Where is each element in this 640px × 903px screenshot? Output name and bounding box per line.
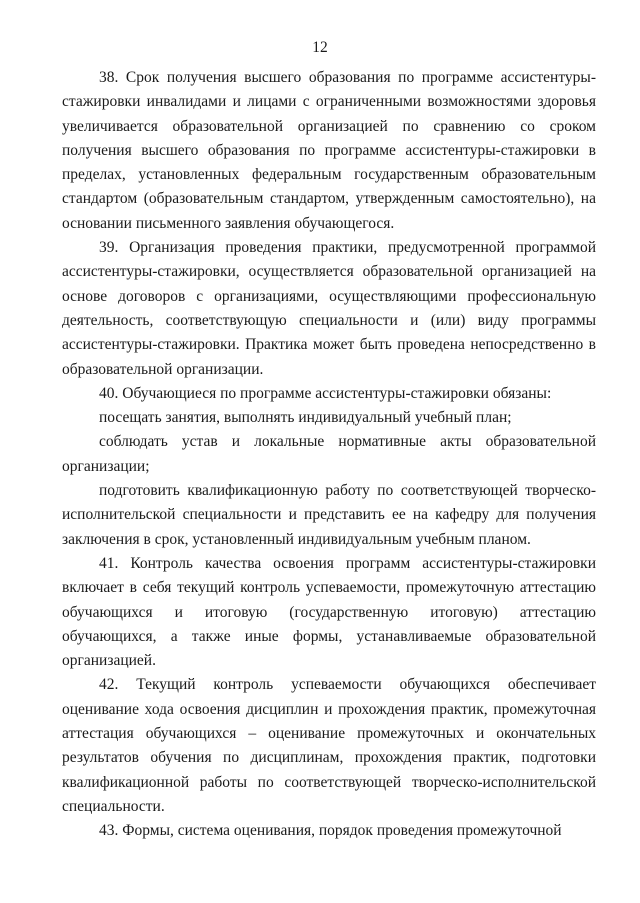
- paragraph-40-item-2: соблюдать устав и локальные нормативные акты образовательной организации;: [62, 433, 596, 475]
- paragraph-39: 39. Организация проведения практики, предусмотренной программой ассистентуры-стажировки, осуществляется образовательной организацией на основе договоров с организациями, осуществляющими профессиональную деятельность, соответствующую специальности и (или) виду программы ассистентуры-стажировки. Практика может быть проведена непосредственно в образовательной организации.: [62, 239, 596, 378]
- paragraph-43: 43. Формы, система оценивания, порядок проведения промежуточной: [99, 822, 562, 840]
- paragraph-42: 42. Текущий контроль успеваемости обучающихся обеспечивает оценивание хода освоения дисциплин и прохождения практик, промежуточная аттестация обучающихся – оценивание промежуточных и окончательных результатов обучения по дисциплинам, прохождения практик, подготовки квалификационной работы по соответствующей творческо-исполнительской специальности.: [62, 676, 596, 815]
- paragraph-40-item-1: посещать занятия, выполнять индивидуальный учебный план;: [99, 409, 512, 427]
- paragraph-40: 40. Обучающиеся по программе ассистентуры-стажировки обязаны:: [99, 384, 552, 402]
- paragraph-40-item-3: подготовить квалификационную работу по соответствующей творческо-исполнительской специальности и представить ее на кафедру для получения заключения в срок, установленный индивидуальным учебным планом.: [62, 482, 596, 548]
- page-number: 12: [312, 39, 328, 56]
- document-body: [62, 66, 596, 844]
- paragraph-41: 41. Контроль качества освоения программ ассистентуры-стажировки включает в себя текущий контроль успеваемости, промежуточную аттестацию обучающихся и итоговую (государственную итоговую) аттестацию обучающихся, а также иные формы, устанавливаемые образовательной организацией.: [62, 554, 596, 670]
- paragraph-38: 38. Срок получения высшего образования по программе ассистентуры-стажировки инвалидами и лицами с ограниченными возможностями здоровья увеличивается образовательной организацией по сравнению со сроком получения высшего образования по программе ассистентуры-стажировки в пределах, установленных федеральным государственным образовательным стандартом (образовательным стандартом, утвержденным самостоятельно), на основании письменного заявления обучающегося.: [62, 69, 596, 232]
